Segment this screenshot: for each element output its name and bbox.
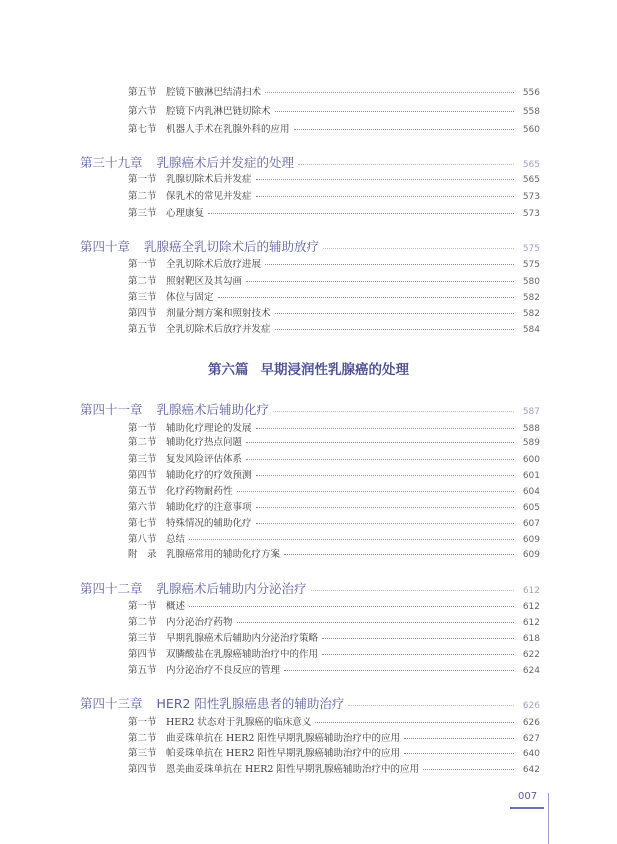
chapter-title: HER2 阳性乳腺癌患者的辅助治疗 (156, 696, 345, 711)
page-number: 007 (518, 791, 538, 802)
section-title: 化疗药物耐药性 (166, 486, 233, 497)
page-number-underline (510, 807, 544, 809)
section-title: 曲妥珠单抗在 HER2 阳性早期乳腺癌辅助治疗中的应用 (166, 733, 400, 744)
section-title: 全乳切除术后放疗并发症 (166, 324, 271, 335)
section-number: 第二节 (128, 733, 157, 744)
page-ref: 584 (522, 325, 540, 335)
dot-leader (322, 653, 514, 655)
section-number: 第六节 (128, 106, 157, 117)
toc-section-entry[interactable] (128, 614, 540, 628)
toc-section-entry[interactable] (128, 662, 540, 676)
dot-leader (275, 328, 514, 330)
toc-section-entry[interactable] (128, 273, 540, 287)
section-title: 剂量分割方案和照射技术 (166, 308, 271, 319)
section-number: 第五节 (128, 486, 157, 497)
section-title: 早期乳腺癌术后辅助内分泌治疗策略 (166, 633, 319, 644)
toc-section-entry[interactable] (128, 598, 540, 612)
page-ref: 573 (522, 209, 540, 219)
dot-leader (265, 263, 514, 265)
toc-section-entry[interactable] (128, 745, 540, 759)
page-ref: 600 (522, 455, 540, 465)
dot-leader (275, 110, 514, 112)
section-title: 复发风险评估体系 (166, 454, 243, 465)
section-number: 第一节 (128, 601, 157, 612)
section-title: 腔镜下内乳淋巴链切除术 (166, 106, 271, 117)
dot-leader (323, 247, 514, 249)
dot-leader (237, 490, 514, 492)
toc-section-entry[interactable] (128, 84, 540, 98)
dot-leader (275, 312, 514, 314)
section-title: 内分泌治疗药物 (166, 617, 233, 628)
section-title: 全乳切除术后放疗进展 (166, 259, 262, 270)
dot-leader (315, 721, 514, 723)
toc-chapter-entry[interactable] (80, 694, 540, 712)
section-title: 内分泌治疗不良反应的管理 (166, 665, 281, 676)
toc-section-entry[interactable] (128, 121, 540, 135)
dot-leader (404, 737, 514, 739)
toc-section-entry[interactable] (128, 630, 540, 644)
toc-section-entry[interactable] (128, 730, 540, 744)
page-ref: 582 (522, 309, 540, 319)
dot-leader (208, 212, 514, 214)
chapter-title: 乳腺癌术后辅助化疗 (156, 402, 270, 417)
section-title: 辅助化疗的注意事项 (166, 502, 252, 513)
section-title: 总结 (166, 534, 186, 545)
toc-chapter-entry[interactable] (80, 579, 540, 597)
section-number: 第一节 (128, 174, 157, 185)
section-number: 第一节 (128, 717, 157, 728)
section-title: 概述 (166, 601, 186, 612)
section-number: 第三节 (128, 633, 157, 644)
toc-section-entry[interactable] (128, 451, 540, 465)
section-number: 附 录 (128, 549, 157, 560)
section-title: 腔镜下腋淋巴结清扫术 (166, 87, 262, 98)
page-ref: 626 (522, 701, 540, 711)
dot-leader (348, 704, 514, 706)
toc-section-entry[interactable] (128, 256, 540, 270)
chapter-title: 乳腺癌全乳切除术后的辅助放疗 (144, 239, 320, 254)
dot-leader (404, 752, 514, 754)
chapter-title: 乳腺癌术后辅助内分泌治疗 (156, 581, 307, 596)
toc-section-entry[interactable] (128, 321, 540, 335)
toc-section-entry[interactable] (128, 499, 540, 513)
section-number: 第二节 (128, 276, 157, 287)
section-number: 第七节 (128, 124, 157, 135)
toc-section-entry[interactable] (128, 305, 540, 319)
toc-section-entry[interactable] (128, 420, 540, 434)
page-ref: 560 (522, 125, 540, 135)
toc-section-entry[interactable] (128, 483, 540, 497)
section-title: 心理康复 (166, 208, 205, 219)
dot-leader (294, 128, 514, 130)
chapter-number: 第四十三章 (80, 696, 143, 711)
page-ref: 609 (522, 550, 540, 560)
section-number: 第三节 (128, 454, 157, 465)
chapter-number: 第四十章 (80, 239, 131, 254)
page-ref: 605 (522, 503, 540, 513)
dot-leader (256, 522, 514, 524)
section-number: 第二节 (128, 437, 157, 448)
page-ref: 607 (522, 519, 540, 529)
section-number: 第三节 (128, 748, 157, 759)
section-number: 第四节 (128, 764, 157, 775)
page-ref: 575 (522, 244, 540, 254)
dot-leader (256, 474, 514, 476)
chapter-number: 第三十九章 (80, 155, 143, 170)
dot-leader (265, 91, 514, 93)
page-ref: 640 (522, 749, 540, 759)
dot-leader (256, 506, 514, 508)
dot-leader (423, 768, 514, 770)
section-number: 第七节 (128, 518, 157, 529)
section-number: 第五节 (128, 87, 157, 98)
part-heading (0, 358, 617, 378)
toc-section-entry[interactable] (128, 289, 540, 303)
dot-leader (298, 163, 514, 165)
section-title: 体位与固定 (166, 292, 214, 303)
section-title: 双膦酸盐在乳腺癌辅助治疗中的作用 (166, 649, 319, 660)
toc-section-entry[interactable] (128, 546, 540, 560)
dot-leader (246, 458, 514, 460)
page-ref: 580 (522, 277, 540, 287)
dot-leader (189, 605, 514, 607)
section-number: 第三节 (128, 292, 157, 303)
page-ref: 612 (522, 618, 540, 628)
dot-leader (246, 441, 514, 443)
section-title: 照射靶区及其勾画 (166, 276, 243, 287)
section-title: 恩美曲妥珠单抗在 HER2 阳性早期乳腺癌辅助治疗中的应用 (166, 764, 419, 775)
section-number: 第八节 (128, 534, 157, 545)
section-number: 第一节 (128, 259, 157, 270)
dot-leader (237, 621, 514, 623)
section-number: 第一节 (128, 423, 157, 434)
page-ref: 622 (522, 650, 540, 660)
page-ref: 627 (522, 734, 540, 744)
dot-leader (284, 553, 514, 555)
part-title: 早期浸润性乳腺癌的处理 (260, 362, 409, 378)
section-title: 辅助化疗的疗效预测 (166, 470, 252, 481)
section-title: 帕妥珠单抗在 HER2 阳性早期乳腺癌辅助治疗中的应用 (166, 748, 400, 759)
toc-section-entry[interactable] (128, 761, 540, 775)
section-title: 辅助化疗理论的发展 (166, 423, 252, 434)
page-ref: 556 (522, 88, 540, 98)
page-ref: 626 (522, 718, 540, 728)
section-title: 乳腺切除术后并发症 (166, 174, 252, 185)
section-number: 第三节 (128, 208, 157, 219)
toc-chapter-entry[interactable] (80, 153, 540, 171)
toc-section-entry[interactable] (128, 515, 540, 529)
toc-section-entry[interactable] (128, 467, 540, 481)
chapter-number: 第四十一章 (80, 402, 143, 417)
section-title: 保乳术的常见并发症 (166, 191, 252, 202)
page-ref: 618 (522, 634, 540, 644)
section-title: 机器人手术在乳腺外科的应用 (166, 124, 290, 135)
page-ref: 582 (522, 293, 540, 303)
page-ref: 575 (522, 260, 540, 270)
section-title: 特殊情况的辅助化疗 (166, 518, 252, 529)
page-ref: 601 (522, 471, 540, 481)
dot-leader (218, 296, 514, 298)
section-number: 第二节 (128, 191, 157, 202)
section-number: 第六节 (128, 502, 157, 513)
dot-leader (284, 669, 514, 671)
section-number: 第五节 (128, 665, 157, 676)
dot-leader (246, 280, 514, 282)
toc-section-entry[interactable] (128, 188, 540, 202)
chapter-title: 乳腺癌术后并发症的处理 (156, 155, 295, 170)
page-ref: 612 (522, 602, 540, 612)
toc-chapter-entry[interactable] (80, 237, 540, 255)
page-ref: 589 (522, 438, 540, 448)
page-ref: 565 (522, 160, 540, 170)
page-ref: 609 (522, 535, 540, 545)
section-number: 第四节 (128, 470, 157, 481)
dot-leader (256, 427, 514, 429)
section-title: 乳腺癌常用的辅助化疗方案 (166, 549, 281, 560)
toc-section-entry[interactable] (128, 434, 540, 448)
page-ref: 558 (522, 107, 540, 117)
section-number: 第五节 (128, 324, 157, 335)
dot-leader (273, 410, 514, 412)
margin-rule (548, 793, 549, 844)
toc-section-entry[interactable] (128, 171, 540, 185)
page-ref: 588 (522, 424, 540, 434)
section-title: HER2 状态对于乳腺癌的临床意义 (166, 717, 312, 728)
toc-section-entry[interactable] (128, 103, 540, 117)
dot-leader (322, 637, 514, 639)
page-ref: 604 (522, 487, 540, 497)
section-title: 辅助化疗热点问题 (166, 437, 243, 448)
dot-leader (311, 589, 514, 591)
section-number: 第二节 (128, 617, 157, 628)
toc-chapter-entry[interactable] (80, 400, 540, 418)
toc-section-entry[interactable] (128, 205, 540, 219)
page-ref: 587 (522, 407, 540, 417)
dot-leader (256, 178, 514, 180)
section-number: 第四节 (128, 308, 157, 319)
page-ref: 565 (522, 175, 540, 185)
section-number: 第四节 (128, 649, 157, 660)
chapter-number: 第四十二章 (80, 581, 143, 596)
page-ref: 612 (522, 586, 540, 596)
dot-leader (256, 195, 514, 197)
dot-leader (189, 538, 514, 540)
page-ref: 642 (522, 765, 540, 775)
toc-section-entry[interactable] (128, 531, 540, 545)
toc-section-entry[interactable] (128, 714, 540, 728)
page-ref: 624 (522, 666, 540, 676)
toc-section-entry[interactable] (128, 646, 540, 660)
part-number: 第六篇 (208, 362, 249, 378)
page-ref: 573 (522, 192, 540, 202)
